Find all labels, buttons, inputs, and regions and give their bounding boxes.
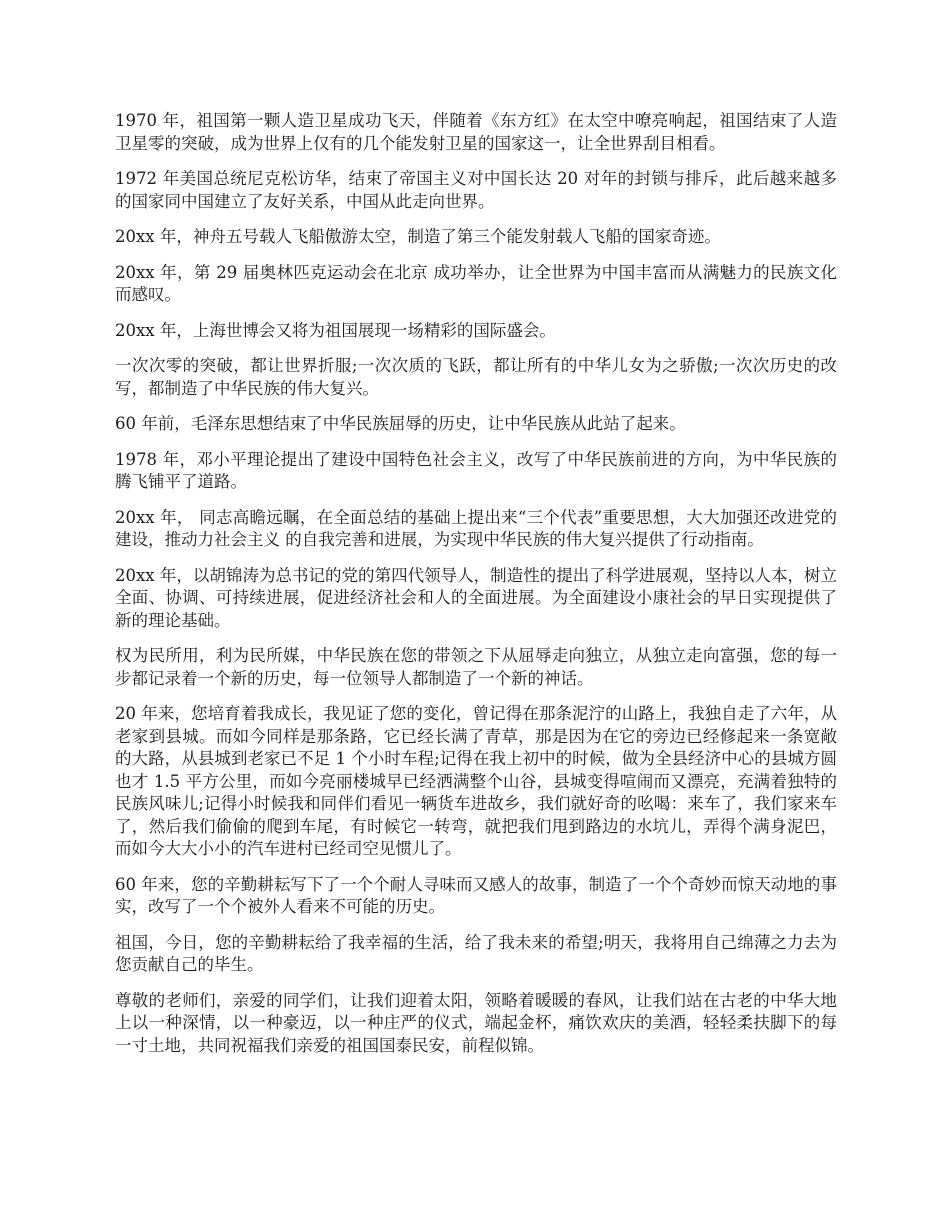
paragraph: 60 年来，您的辛勤耕耘写下了一个个耐人寻味而又感人的故事，制造了一个个奇妙而惊天动地的事实，改写了一个个被外人看来不可能的历史。 <box>115 874 837 916</box>
paragraph: 20xx 年，上海世博会又将为祖国展现一场精彩的国际盛会。 <box>115 320 556 340</box>
paragraph: 20xx 年， 同志高瞻远瞩，在全面总结的基础上提出来“三个代表”重要思想，大大加强还改进党的建设，推动力社会主义 的自我完善和进展，为实现中华民族的伟大复兴提供了行动指南。 <box>115 507 837 549</box>
paragraph: 20xx 年，以胡锦涛为总书记的党的第四代领导人，制造性的提出了科学进展观，坚持以人本，树立全面、协调、可持续进展，促进经济社会和人的全面进展。为全面建设小康社会的早日实现提供了新的理论基础。 <box>115 565 837 630</box>
paragraph: 20 年来，您培育着我成长，我见证了您的变化，曾记得在那条泥泞的山路上，我独自走了六年，从老家到县城。而如今同样是那条路，它已经长满了青草，那是因为在它的旁边已经修起来一条宽敞的大路，从县城到老家已不足 1 个小时车程;记得在我上初中的时候，做为全县经济中心的县城方圆也才 1.5 平方公里，而如今亮丽楼城早已经洒满整个山谷，县城变得喧闹而又漂亮，充满着独特的民族风味儿;记得小时候我和同伴们看见一辆货车进故乡，我们就好奇的吆喝：来车了，我们家来车了，然后我们偷偷的爬到车尾，有时候它一转弯，就把我们甩到路边的水坑儿，弄得个满身泥巴，而如今大大小小的汽车进村已经司空见惯儿了。 <box>115 704 837 858</box>
paragraph: 祖国，今日，您的辛勤耕耘给了我幸福的生活，给了我未来的希望;明天，我将用自己绵薄之力去为您贡献自己的毕生。 <box>115 932 837 974</box>
paragraph: 60 年前，毛泽东思想结束了中华民族屈辱的历史，让中华民族从此站了起来。 <box>115 414 686 433</box>
paragraph: 权为民所用，利为民所媒，中华民族在您的带领之下从屈辱走向独立，从独立走向富强，您的每一步都记录着一个新的历史，每一位领导人都制造了一个新的神话。 <box>115 646 837 688</box>
paragraph: 一次次零的突破，都让世界折服;一次次质的飞跃，都让所有的中华儿女为之骄傲;一次次历史的改写，都制造了中华民族的伟大复兴。 <box>115 356 837 398</box>
paragraph: 1970 年，祖国第一颗人造卫星成功飞天，伴随着《东方红》在太空中嘹亮响起，祖国结束了人造卫星零的突破，成为世界上仅有的几个能发射卫星的国家这一，让全世界刮目相看。 <box>115 111 837 153</box>
paragraph: 20xx 年，神舟五号载人飞船傲游太空，制造了第三个能发射载人飞船的国家奇迹。 <box>115 227 721 246</box>
paragraph: 1978 年，邓小平理论提出了建设中国特色社会主义，改写了中华民族前进的方向，为中华民族的腾飞铺平了道路。 <box>115 449 837 491</box>
document-body <box>115 110 837 1070</box>
paragraph: 1972 年美国总统尼克松访华，结束了帝国主义对中国长达 20 对年的封锁与排斥，此后越来越多的国家同中国建立了友好关系，中国从此走向世界。 <box>115 169 837 211</box>
paragraph: 20xx 年，第 29 届奥林匹克运动会在北京 成功举办，让全世界为中国丰富而从满魅力的民族文化而感叹。 <box>115 262 837 304</box>
paragraph: 尊敬的老师们，亲爱的同学们，让我们迎着太阳，领略着暖暖的春风，让我们站在古老的中华大地上以一种深情，以一种豪迈，以一种庄严的仪式，端起金杯，痛饮欢庆的美酒，轻轻柔扶脚下的每一寸土地，共同祝福我们亲爱的祖国国泰民安，前程似锦。 <box>115 990 837 1055</box>
